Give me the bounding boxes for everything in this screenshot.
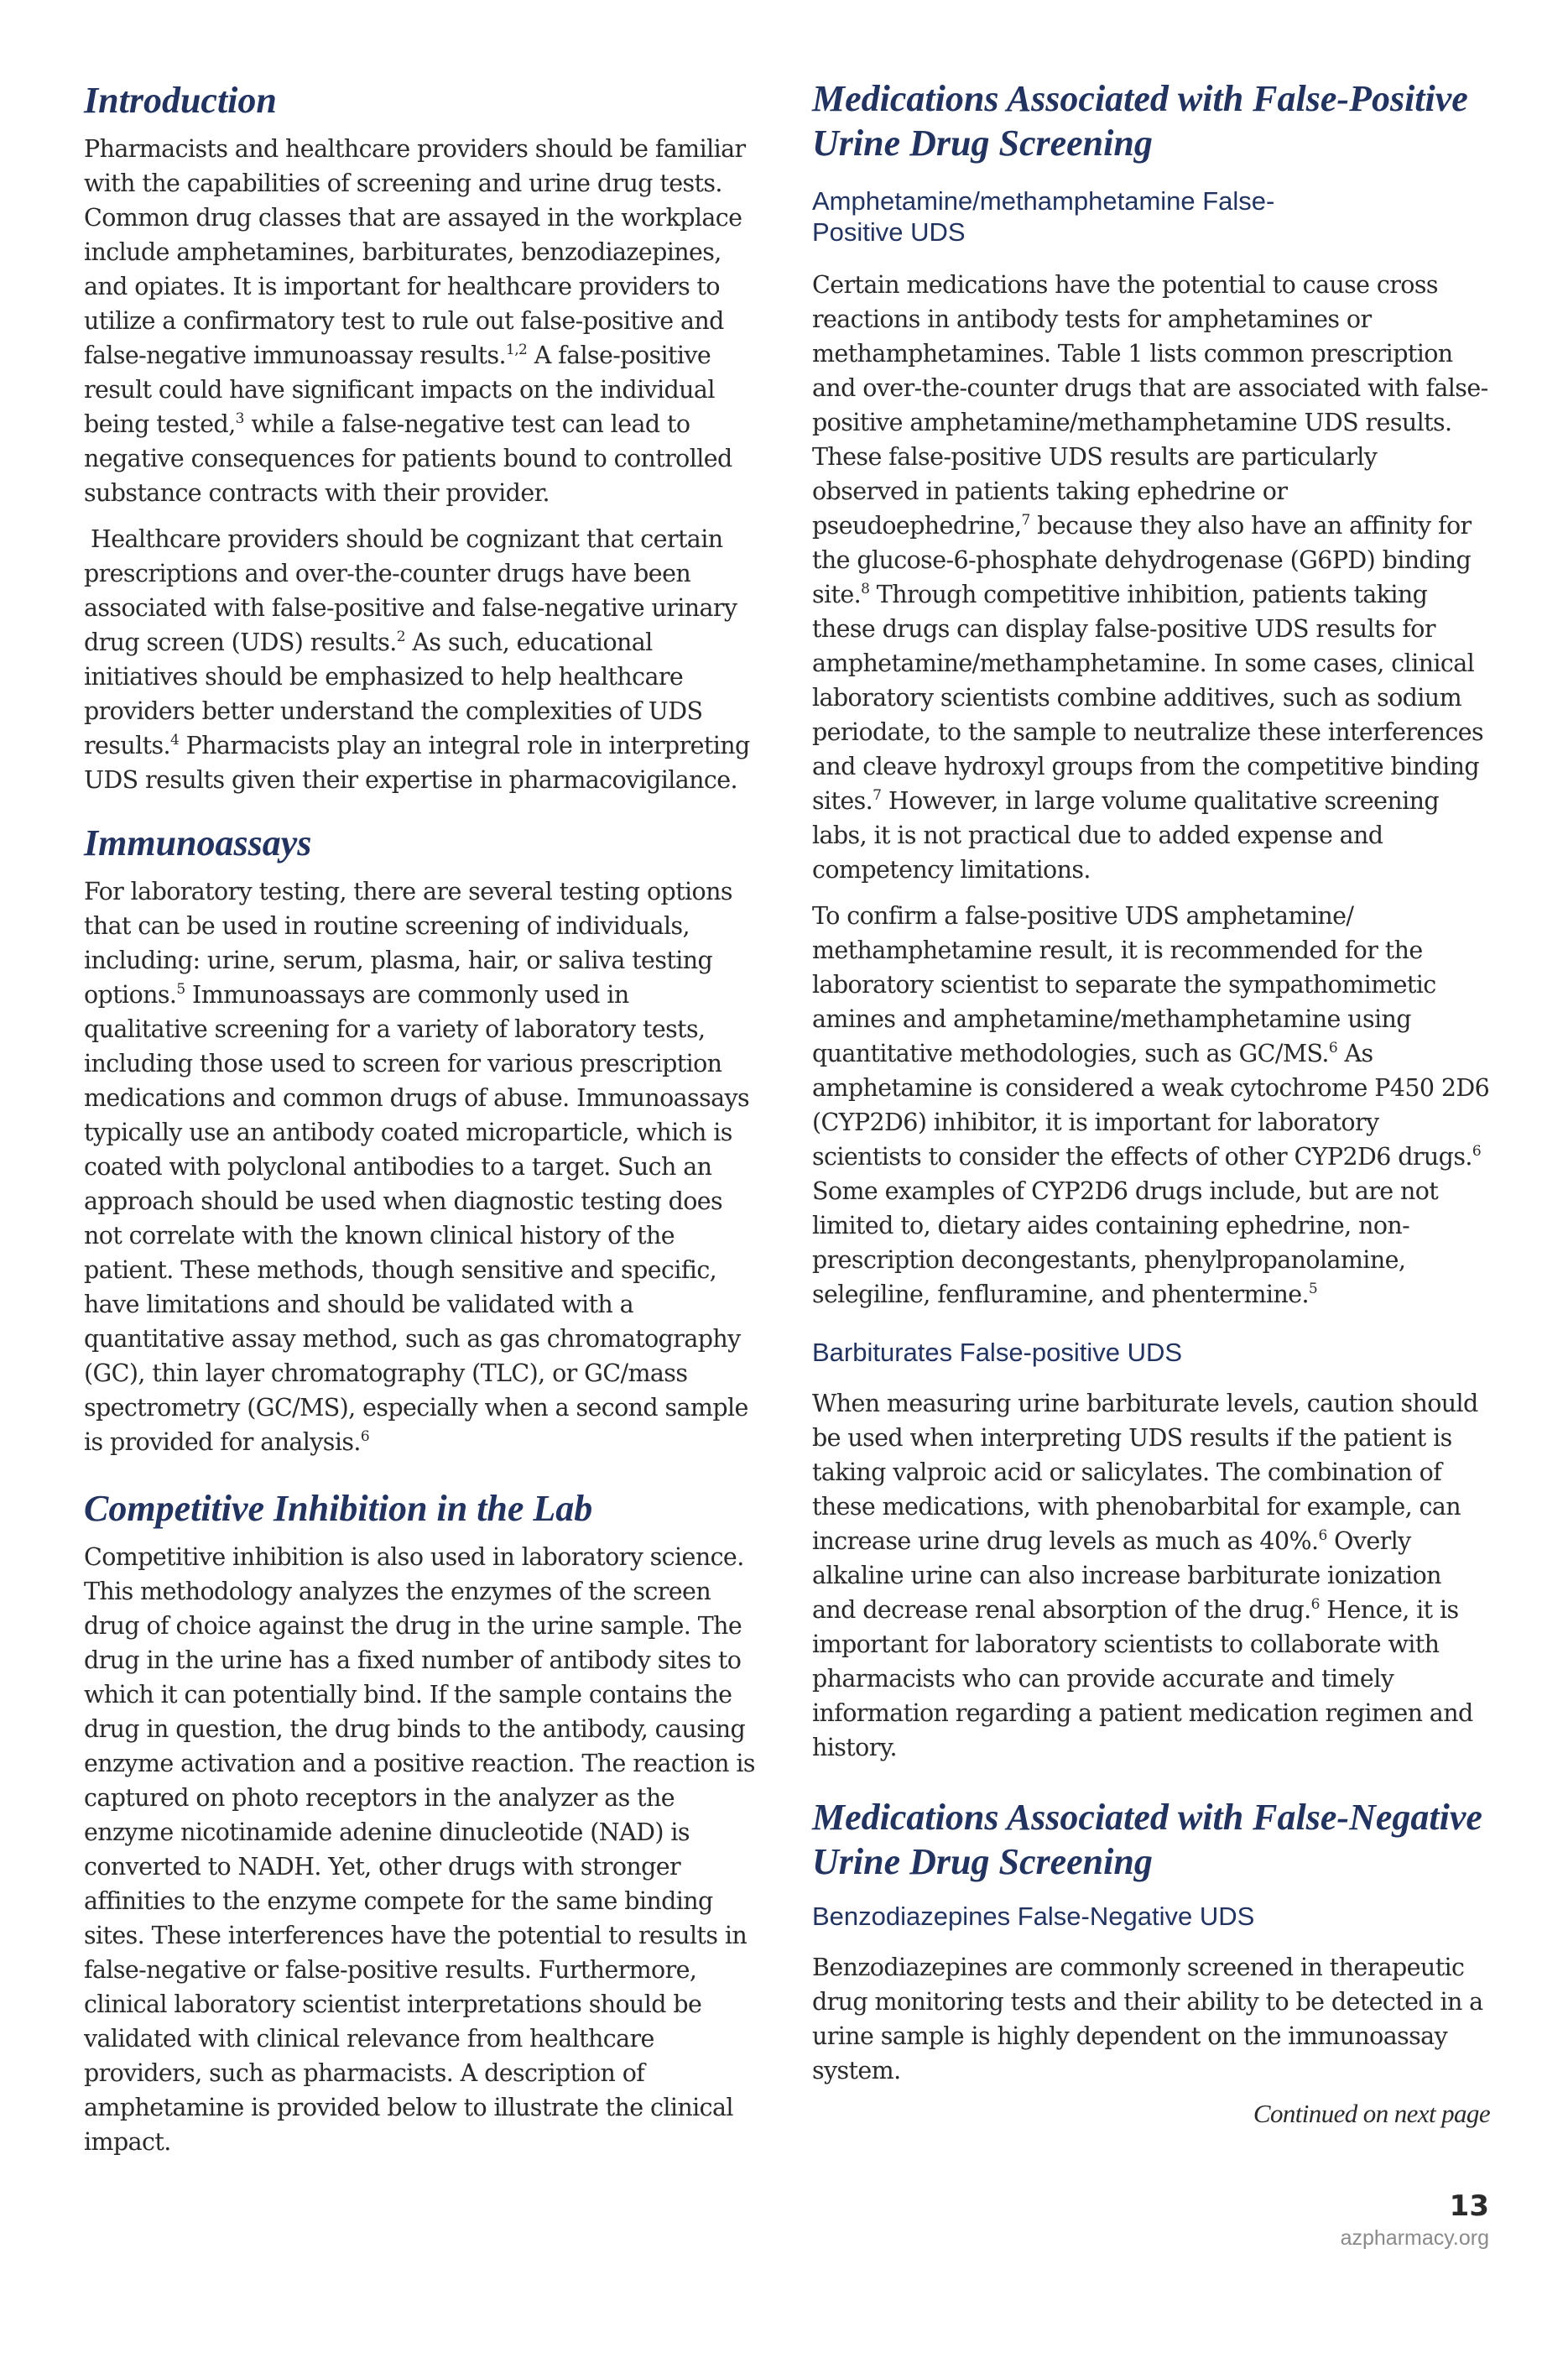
text-run: Pharmacists and healthcare providers should be familiar with the capabilities of screening and urine drug tests. Common drug classes that are assayed in the workplace include amphetamines, barbiturates, benzodiazepines, and opiates. It is important for healthcare providers to utilize a confirmatory test to rule out false-positive and false-negative immunoassay results. [84,135,746,369]
text-run: Hence, it is important for laboratory scientists to collaborate with pharmacists who can provide accurate and timely information regarding a patient medication regimen and history. [812,1596,1473,1761]
text-run: Immunoassays are commonly used in qualitative screening for a variety of laboratory tests, including those used to screen for various prescription medications and common drugs of abuse. Immunoassays typically use an antibody coated microparticle, which is coated with polyclonal antibodies to a target. Such an approach should be used when diagnostic testing does not correlate with the known clinical history of the patient. These methods, though sensitive and specific, have limitations and should be validated with a quantitative assay method, such as gas chromatography (GC), thin layer chromatography (TLC), or GC/mass spectrometry (GC/MS), especially when a second sample is provided for analysis. [84,981,750,1456]
text-run: A false-positive result could have significant impacts on the individual being tested, [84,342,715,438]
text-run: To confirm a false-positive UDS amphetamine/ methamphetamine result, it is recommended for the laboratory scientist to separate the sympathomimetic amines and amphetamine/methamphetamine using quantitative methodologies, such as GC/MS. [812,902,1436,1067]
immunoassays-paragraph [84,874,755,1459]
text-run: When measuring urine barbiturate levels, caution should be used when interpreting UDS results if the patient is taking valproic acid or salicylates. The combination of these medications, with phenobarbital for example, can increase urine drug levels as much as 40%. [812,1390,1478,1555]
false-positive-heading: Medications Associated with False-Positive Urine Drug Screening [812,78,1468,164]
reference: 7 [873,787,882,804]
introduction-paragraph-2 [84,522,755,797]
text-run: Certain medications have the potential to cause cross reactions in antibody tests for amphetamines or methamphetamines. Table 1 lists common prescription and over-the-counter drugs that are associated with false-positive amphetamine/methamphetamine UDS results. These false-positive UDS results are particularly observed in patients taking ephedrine or pseudoephedrine, [812,271,1488,540]
reference: 6 [1310,1596,1320,1613]
text-run: Pharmacists play an integral role in interpreting UDS results given their expertise in pharmacovigilance. [84,732,750,794]
amphetamine-subheading: Amphetamine/methamphetamine False-Positive UDS [812,186,1275,247]
reference: 6 [1472,1143,1482,1160]
continued-on-next-page: Continued on next page [1253,2099,1490,2128]
website-url: azpharmacy.org [1340,2226,1489,2250]
reference: 2 [396,629,405,645]
reference: 4 [169,732,180,749]
introduction-paragraph-1 [84,132,755,510]
text-run: However, in large volume qualitative screening labs, it is not practical due to added expense and competency limitations. [812,787,1440,884]
reference: 6 [1328,1040,1338,1057]
text-run: Healthcare providers should be cognizant that certain prescriptions and over-the-counter drugs have been associated with false-positive and false-negative urinary drug screen (UDS) results. [84,525,737,656]
reference: 6 [360,1428,370,1445]
amphetamine-paragraph-1 [812,268,1490,887]
left-column [84,74,755,2159]
competitive-inhibition-heading: Competitive Inhibition in the Lab [84,1488,593,1529]
competitive-inhibition-paragraph: Competitive inhibition is also used in laboratory science. This methodology analyzes the enzymes of the screen drug of choice against the drug in the urine sample. The drug in the urine has a fixed number of antibody sites to which it can potentially bind. If the sample contains the drug in question, the drug binds to the antibody, causing enzyme activation and a positive reaction. The reaction is captured on photo receptors in the analyzer as the enzyme nicotinamide adenine dinucleotide (NAD) is converted to NADH. Yet, other drugs with stronger affinities to the enzyme compete for the same binding sites. These interferences have the potential to results in false-negative or false-positive results. Furthermore, clinical laboratory scientist interpretations should be validated with clinical relevance from healthcare providers, such as pharmacists. A description of amphetamine is provided below to illustrate the clinical impact. [84,1543,755,2156]
false-negative-heading: Medications Associated with False-Negative Urine Drug Screening [812,1797,1482,1882]
text-run: As such, educational initiatives should be emphasized to help healthcare providers better understand the complexities of UDS results. [84,629,703,759]
benzodiazepines-paragraph: Benzodiazepines are commonly screened in therapeutic drug monitoring tests and their ability to be detected in a urine sample is highly dependent on the immunoassay system. [812,1954,1483,2084]
reference: 3 [235,410,244,427]
reference: 5 [1308,1281,1318,1297]
barbiturates-subheading: Barbiturates False-positive UDS [812,1338,1183,1367]
benzodiazepines-subheading: Benzodiazepines False-Negative UDS [812,1902,1255,1931]
reference: 8 [861,581,870,597]
text-run: Overly alkaline urine can also increase barbiturate ionization and decrease renal absorption of the drug. [812,1527,1441,1624]
introduction-heading: Introduction [84,80,277,121]
barbiturates-paragraph [812,1386,1490,1765]
page-footer [1341,2189,1489,2252]
text-run: Through competitive inhibition, patients taking these drugs can display false-positive UDS results for amphetamine/methamphetamine. In some cases, clinical laboratory scientists combine additives, such as sodium periodate, to the sample to neutralize these interferences and cleave hydroxyl groups from the competitive binding sites. [812,581,1484,815]
immunoassays-heading: Immunoassays [84,822,312,863]
text-run: As amphetamine is considered a weak cytochrome P450 2D6 (CYP2D6) inhibitor, it is important for laboratory scientists to consider the effects of other CYP2D6 drugs. [812,1040,1490,1171]
reference: 1,2 [505,342,528,358]
reference: 5 [176,981,185,998]
text-run: For laboratory testing, there are several testing options that can be used in routine screening of individuals, including: urine, serum, plasma, hair, or saliva testing options. [84,878,732,1009]
right-column [812,74,1490,2131]
amphetamine-paragraph-2 [812,899,1490,1312]
text-run: while a false-negative test can lead to negative consequences for patients bound to controlled substance contracts with their provider. [84,410,732,507]
page-number: 13 [1449,2189,1489,2223]
reference: 6 [1318,1527,1327,1544]
text-run: because they also have an affinity for the glucose-6-phosphate dehydrogenase (G6PD) binding site. [812,512,1472,608]
reference: 7 [1021,512,1030,529]
text-run: Some examples of CYP2D6 drugs include, but are not limited to, dietary aides containing ephedrine, non-prescription decongestants, phenylpropanolamine, selegiline, fenfluramine, and phentermine. [812,1177,1439,1308]
